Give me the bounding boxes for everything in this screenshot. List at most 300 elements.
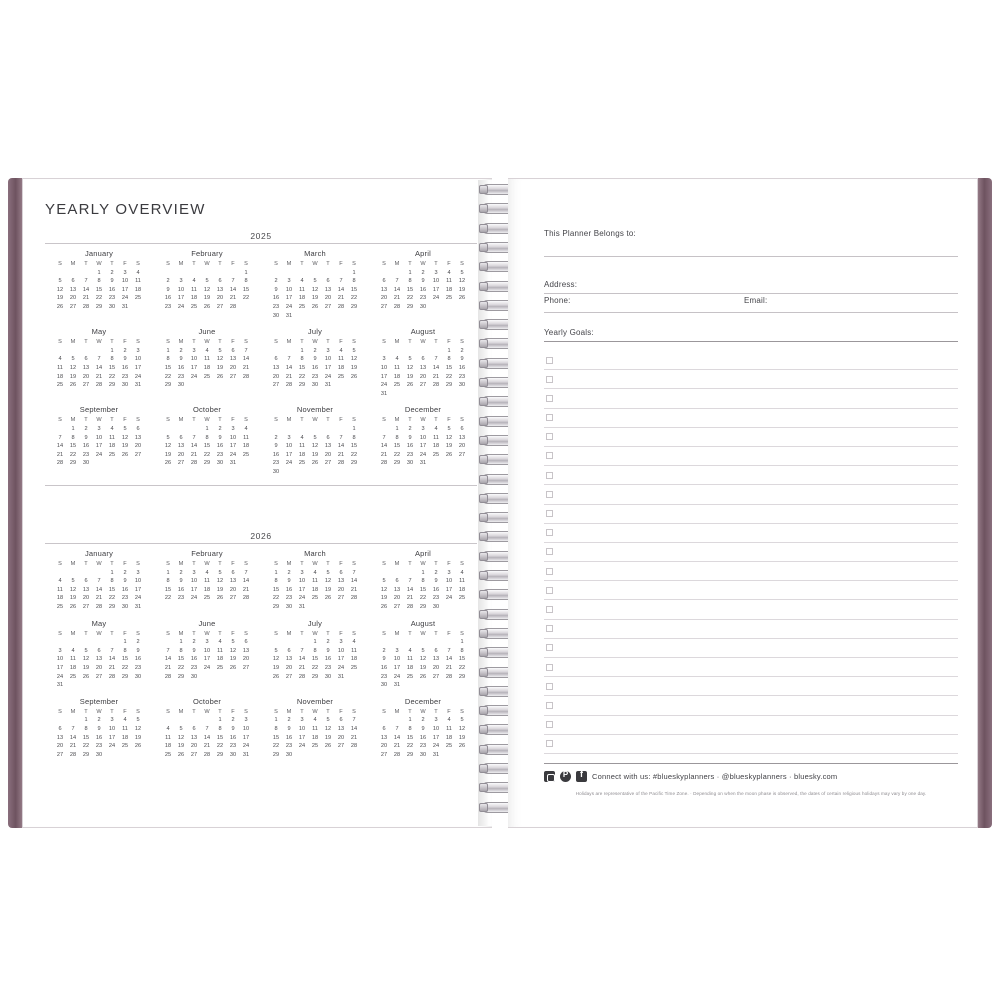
calendar-day[interactable]: 23: [324, 664, 332, 671]
calendar-day[interactable]: 16: [95, 734, 103, 741]
calendar-day[interactable]: 13: [337, 725, 345, 732]
calendar-day[interactable]: 11: [351, 647, 357, 654]
calendar-day[interactable]: 1: [421, 569, 425, 576]
calendar-day[interactable]: 22: [350, 451, 358, 458]
calendar-day[interactable]: 15: [272, 734, 280, 741]
goal-line[interactable]: [544, 524, 958, 543]
calendar-day[interactable]: 29: [82, 751, 90, 758]
calendar-day[interactable]: 4: [218, 639, 222, 646]
calendar-day[interactable]: 2: [287, 717, 291, 724]
calendar-day[interactable]: 6: [231, 347, 235, 354]
calendar-day[interactable]: 5: [382, 578, 386, 585]
calendar-day[interactable]: 15: [350, 443, 358, 450]
calendar-day[interactable]: 28: [432, 382, 440, 389]
calendar-day[interactable]: 18: [121, 734, 129, 741]
calendar-day[interactable]: 31: [56, 682, 64, 689]
calendar-day[interactable]: 3: [382, 356, 386, 363]
calendar-day[interactable]: 29: [164, 382, 172, 389]
calendar-day[interactable]: 10: [285, 443, 293, 450]
calendar-day[interactable]: 23: [419, 743, 427, 750]
calendar-day[interactable]: 16: [285, 734, 293, 741]
calendar-day[interactable]: 2: [460, 347, 464, 354]
calendar-day[interactable]: 24: [324, 373, 332, 380]
calendar-day[interactable]: 21: [406, 595, 414, 602]
calendar-day[interactable]: 31: [229, 460, 237, 467]
calendar-day[interactable]: 8: [110, 356, 114, 363]
calendar-day[interactable]: 5: [123, 425, 127, 432]
calendar-day[interactable]: 17: [134, 364, 142, 371]
calendar-day[interactable]: 3: [192, 569, 196, 576]
calendar-day[interactable]: 22: [108, 595, 116, 602]
calendar-day[interactable]: 19: [82, 664, 90, 671]
calendar-day[interactable]: 7: [205, 725, 209, 732]
calendar-day[interactable]: 22: [203, 451, 211, 458]
calendar-day[interactable]: 20: [380, 743, 388, 750]
calendar-day[interactable]: 15: [458, 656, 466, 663]
calendar-day[interactable]: 27: [324, 303, 332, 310]
calendar-day[interactable]: 19: [324, 586, 332, 593]
goal-line[interactable]: [544, 600, 958, 619]
calendar-day[interactable]: 4: [339, 347, 343, 354]
calendar-day[interactable]: 10: [432, 278, 440, 285]
calendar-day[interactable]: 17: [432, 734, 440, 741]
calendar-day[interactable]: 16: [82, 443, 90, 450]
calendar-day[interactable]: 22: [69, 451, 77, 458]
calendar-day[interactable]: 27: [134, 451, 142, 458]
calendar-day[interactable]: 14: [406, 586, 414, 593]
calendar-day[interactable]: 15: [69, 443, 77, 450]
calendar-day[interactable]: 4: [300, 278, 304, 285]
calendar-day[interactable]: 10: [419, 434, 427, 441]
calendar-day[interactable]: 29: [406, 303, 414, 310]
calendar-day[interactable]: 25: [69, 673, 77, 680]
calendar-day[interactable]: 20: [380, 295, 388, 302]
calendar-day[interactable]: 20: [458, 443, 466, 450]
calendar-day[interactable]: 5: [179, 725, 183, 732]
calendar-day[interactable]: 17: [298, 586, 306, 593]
calendar-day[interactable]: 22: [216, 743, 224, 750]
goal-checkbox[interactable]: [546, 510, 553, 517]
calendar-day[interactable]: 7: [110, 647, 114, 654]
calendar-day[interactable]: 14: [95, 586, 103, 593]
calendar-day[interactable]: 9: [421, 725, 425, 732]
calendar-day[interactable]: 18: [311, 586, 319, 593]
calendar-day[interactable]: 29: [419, 603, 427, 610]
calendar-day[interactable]: 11: [243, 434, 249, 441]
calendar-day[interactable]: 6: [460, 425, 464, 432]
calendar-day[interactable]: 27: [380, 303, 388, 310]
calendar-day[interactable]: 16: [458, 364, 466, 371]
calendar-day[interactable]: 5: [136, 717, 140, 724]
calendar-day[interactable]: 4: [205, 347, 209, 354]
calendar-day[interactable]: 15: [350, 286, 358, 293]
calendar-day[interactable]: 22: [311, 664, 319, 671]
calendar-day[interactable]: 19: [324, 734, 332, 741]
calendar-day[interactable]: 9: [218, 434, 222, 441]
calendar-day[interactable]: 10: [134, 356, 142, 363]
calendar-day[interactable]: 30: [272, 312, 280, 319]
calendar-day[interactable]: 12: [324, 578, 332, 585]
calendar-day[interactable]: 6: [97, 647, 101, 654]
calendar-day[interactable]: 30: [134, 673, 142, 680]
calendar-day[interactable]: 7: [395, 725, 399, 732]
calendar-day[interactable]: 1: [179, 639, 183, 646]
calendar-day[interactable]: 11: [70, 656, 76, 663]
calendar-day[interactable]: 21: [432, 373, 440, 380]
calendar-day[interactable]: 27: [393, 603, 401, 610]
calendar-day[interactable]: 31: [298, 603, 306, 610]
goal-checkbox[interactable]: [546, 644, 553, 651]
calendar-day[interactable]: 24: [337, 664, 345, 671]
calendar-day[interactable]: 27: [272, 382, 280, 389]
calendar-day[interactable]: 15: [203, 443, 211, 450]
calendar-day[interactable]: 23: [458, 373, 466, 380]
calendar-day[interactable]: 28: [242, 595, 250, 602]
calendar-day[interactable]: 12: [69, 586, 77, 593]
calendar-day[interactable]: 13: [95, 656, 103, 663]
calendar-day[interactable]: 18: [350, 656, 358, 663]
calendar-day[interactable]: 6: [339, 717, 343, 724]
calendar-day[interactable]: 7: [339, 278, 343, 285]
calendar-day[interactable]: 6: [136, 425, 140, 432]
calendar-day[interactable]: 19: [216, 364, 224, 371]
calendar-day[interactable]: 10: [242, 725, 250, 732]
calendar-day[interactable]: 18: [203, 364, 211, 371]
calendar-day[interactable]: 23: [406, 451, 414, 458]
calendar-day[interactable]: 4: [58, 578, 62, 585]
calendar-day[interactable]: 21: [95, 373, 103, 380]
owner-field[interactable]: [544, 229, 958, 257]
calendar-day[interactable]: 18: [69, 664, 77, 671]
calendar-day[interactable]: 4: [447, 717, 451, 724]
calendar-day[interactable]: 10: [298, 725, 306, 732]
calendar-day[interactable]: 8: [300, 356, 304, 363]
calendar-day[interactable]: 26: [324, 595, 332, 602]
calendar-day[interactable]: 27: [380, 751, 388, 758]
calendar-day[interactable]: 15: [406, 286, 414, 293]
calendar-day[interactable]: 8: [447, 356, 451, 363]
calendar-day[interactable]: 5: [313, 278, 317, 285]
calendar-day[interactable]: 20: [177, 451, 185, 458]
calendar-day[interactable]: 11: [122, 725, 128, 732]
calendar-day[interactable]: 3: [136, 347, 140, 354]
calendar-day[interactable]: 25: [121, 743, 129, 750]
calendar-day[interactable]: 27: [82, 382, 90, 389]
calendar-day[interactable]: 1: [166, 347, 170, 354]
goal-line[interactable]: [544, 447, 958, 466]
calendar-day[interactable]: 7: [231, 278, 235, 285]
calendar-day[interactable]: 19: [458, 734, 466, 741]
calendar-day[interactable]: 5: [71, 578, 75, 585]
calendar-day[interactable]: 15: [108, 586, 116, 593]
calendar-day[interactable]: 2: [110, 269, 114, 276]
calendar-day[interactable]: 28: [95, 603, 103, 610]
calendar-day[interactable]: 16: [432, 586, 440, 593]
calendar-day[interactable]: 24: [285, 460, 293, 467]
calendar-day[interactable]: 23: [95, 743, 103, 750]
calendar-day[interactable]: 21: [337, 295, 345, 302]
goal-checkbox[interactable]: [546, 625, 553, 632]
calendar-day[interactable]: 16: [380, 664, 388, 671]
calendar-day[interactable]: 11: [217, 647, 223, 654]
calendar-day[interactable]: 1: [408, 269, 412, 276]
calendar-day[interactable]: 7: [395, 278, 399, 285]
calendar-day[interactable]: 8: [274, 578, 278, 585]
calendar-day[interactable]: 17: [229, 443, 237, 450]
calendar-day[interactable]: 22: [121, 664, 129, 671]
calendar-day[interactable]: 26: [134, 743, 142, 750]
calendar-day[interactable]: 25: [298, 460, 306, 467]
calendar-day[interactable]: 16: [190, 656, 198, 663]
calendar-day[interactable]: 18: [190, 295, 198, 302]
calendar-day[interactable]: 30: [406, 460, 414, 467]
calendar-day[interactable]: 30: [419, 303, 427, 310]
calendar-day[interactable]: 19: [419, 664, 427, 671]
calendar-day[interactable]: 3: [339, 639, 343, 646]
calendar-day[interactable]: 29: [203, 460, 211, 467]
calendar-day[interactable]: 11: [459, 578, 465, 585]
calendar-day[interactable]: 9: [166, 286, 170, 293]
calendar-day[interactable]: 26: [406, 382, 414, 389]
calendar-day[interactable]: 29: [216, 751, 224, 758]
calendar-day[interactable]: 1: [352, 269, 356, 276]
calendar-day[interactable]: 10: [324, 356, 332, 363]
calendar-day[interactable]: 4: [313, 569, 317, 576]
calendar-day[interactable]: 17: [445, 586, 453, 593]
calendar-day[interactable]: 5: [218, 347, 222, 354]
calendar-day[interactable]: 22: [164, 595, 172, 602]
calendar-day[interactable]: 18: [298, 295, 306, 302]
calendar-day[interactable]: 17: [285, 295, 293, 302]
calendar-day[interactable]: 17: [419, 443, 427, 450]
calendar-day[interactable]: 3: [395, 647, 399, 654]
calendar-day[interactable]: 15: [177, 656, 185, 663]
calendar-day[interactable]: 2: [313, 347, 317, 354]
calendar-day[interactable]: 18: [458, 586, 466, 593]
calendar-day[interactable]: 4: [71, 647, 75, 654]
calendar-day[interactable]: 16: [216, 443, 224, 450]
calendar-day[interactable]: 30: [121, 382, 129, 389]
calendar-day[interactable]: 16: [324, 656, 332, 663]
calendar-day[interactable]: 27: [177, 460, 185, 467]
calendar-day[interactable]: 25: [298, 303, 306, 310]
goal-line[interactable]: [544, 620, 958, 639]
calendar-day[interactable]: 23: [285, 595, 293, 602]
calendar-day[interactable]: 26: [419, 673, 427, 680]
calendar-day[interactable]: 7: [408, 578, 412, 585]
calendar-day[interactable]: 5: [326, 569, 330, 576]
calendar-day[interactable]: 4: [58, 356, 62, 363]
calendar-day[interactable]: 28: [445, 673, 453, 680]
calendar-day[interactable]: 21: [95, 595, 103, 602]
calendar-day[interactable]: 27: [242, 664, 250, 671]
calendar-day[interactable]: 10: [229, 434, 237, 441]
calendar-day[interactable]: 1: [300, 347, 304, 354]
calendar-day[interactable]: 13: [190, 734, 198, 741]
calendar-day[interactable]: 13: [229, 578, 237, 585]
calendar-day[interactable]: 29: [69, 460, 77, 467]
calendar-day[interactable]: 27: [432, 673, 440, 680]
calendar-day[interactable]: 25: [432, 451, 440, 458]
calendar-day[interactable]: 2: [166, 278, 170, 285]
calendar-day[interactable]: 24: [56, 673, 64, 680]
calendar-day[interactable]: 12: [134, 725, 142, 732]
calendar-day[interactable]: 19: [203, 295, 211, 302]
calendar-day[interactable]: 16: [121, 364, 129, 371]
calendar-day[interactable]: 9: [434, 578, 438, 585]
calendar-day[interactable]: 3: [244, 717, 248, 724]
calendar-day[interactable]: 29: [393, 460, 401, 467]
calendar-day[interactable]: 28: [164, 673, 172, 680]
calendar-day[interactable]: 21: [350, 734, 358, 741]
calendar-day[interactable]: 25: [203, 595, 211, 602]
calendar-day[interactable]: 15: [406, 734, 414, 741]
calendar-day[interactable]: 10: [432, 725, 440, 732]
calendar-day[interactable]: 13: [285, 656, 293, 663]
calendar-day[interactable]: 3: [97, 425, 101, 432]
calendar-day[interactable]: 28: [203, 751, 211, 758]
calendar-day[interactable]: 31: [134, 382, 142, 389]
calendar-day[interactable]: 12: [350, 356, 358, 363]
calendar-day[interactable]: 7: [287, 356, 291, 363]
calendar-day[interactable]: 21: [203, 743, 211, 750]
calendar-day[interactable]: 3: [231, 425, 235, 432]
goal-checkbox[interactable]: [546, 529, 553, 536]
calendar-day[interactable]: 28: [393, 751, 401, 758]
calendar-day[interactable]: 6: [84, 356, 88, 363]
calendar-day[interactable]: 1: [71, 425, 75, 432]
calendar-day[interactable]: 22: [108, 373, 116, 380]
calendar-day[interactable]: 27: [216, 303, 224, 310]
calendar-day[interactable]: 24: [393, 673, 401, 680]
goal-checkbox[interactable]: [546, 587, 553, 594]
calendar-day[interactable]: 3: [300, 569, 304, 576]
goal-line[interactable]: [544, 696, 958, 715]
calendar-day[interactable]: 5: [218, 569, 222, 576]
calendar-day[interactable]: 31: [242, 751, 250, 758]
calendar-day[interactable]: 24: [298, 595, 306, 602]
calendar-day[interactable]: 21: [337, 451, 345, 458]
calendar-day[interactable]: 20: [419, 373, 427, 380]
goal-checkbox[interactable]: [546, 702, 553, 709]
calendar-day[interactable]: 24: [190, 595, 198, 602]
calendar-day[interactable]: 24: [298, 743, 306, 750]
calendar-day[interactable]: 18: [134, 286, 142, 293]
calendar-day[interactable]: 23: [177, 373, 185, 380]
goal-checkbox[interactable]: [546, 376, 553, 383]
calendar-day[interactable]: 2: [434, 569, 438, 576]
calendar-day[interactable]: 9: [421, 278, 425, 285]
calendar-day[interactable]: 9: [179, 578, 183, 585]
calendar-day[interactable]: 10: [190, 578, 198, 585]
calendar-day[interactable]: 7: [352, 717, 356, 724]
calendar-day[interactable]: 14: [298, 656, 306, 663]
phone-email-row[interactable]: [544, 296, 958, 305]
calendar-day[interactable]: 30: [380, 682, 388, 689]
calendar-day[interactable]: 15: [311, 656, 319, 663]
calendar-day[interactable]: 13: [337, 578, 345, 585]
calendar-day[interactable]: 12: [311, 443, 319, 450]
calendar-day[interactable]: 24: [445, 595, 453, 602]
calendar-day[interactable]: 26: [164, 460, 172, 467]
calendar-day[interactable]: 1: [166, 569, 170, 576]
calendar-day[interactable]: 24: [121, 295, 129, 302]
calendar-day[interactable]: 9: [408, 434, 412, 441]
calendar-day[interactable]: 23: [419, 295, 427, 302]
calendar-day[interactable]: 14: [190, 443, 198, 450]
calendar-day[interactable]: 9: [382, 656, 386, 663]
calendar-day[interactable]: 7: [244, 347, 248, 354]
calendar-day[interactable]: 13: [380, 286, 388, 293]
calendar-day[interactable]: 2: [421, 269, 425, 276]
calendar-day[interactable]: 25: [216, 664, 224, 671]
goal-checkbox[interactable]: [546, 433, 553, 440]
calendar-day[interactable]: 7: [84, 278, 88, 285]
calendar-day[interactable]: 5: [84, 647, 88, 654]
calendar-day[interactable]: 14: [203, 734, 211, 741]
calendar-day[interactable]: 15: [216, 734, 224, 741]
calendar-day[interactable]: 9: [274, 443, 278, 450]
calendar-day[interactable]: 26: [350, 373, 358, 380]
calendar-day[interactable]: 17: [432, 286, 440, 293]
calendar-day[interactable]: 24: [229, 451, 237, 458]
calendar-day[interactable]: 9: [136, 647, 140, 654]
calendar-day[interactable]: 24: [177, 303, 185, 310]
calendar-day[interactable]: 5: [274, 647, 278, 654]
calendar-day[interactable]: 24: [242, 743, 250, 750]
calendar-day[interactable]: 14: [56, 443, 64, 450]
calendar-day[interactable]: 30: [177, 382, 185, 389]
calendar-day[interactable]: 19: [311, 295, 319, 302]
calendar-day[interactable]: 23: [432, 595, 440, 602]
calendar-day[interactable]: 8: [71, 434, 75, 441]
calendar-day[interactable]: 29: [272, 751, 280, 758]
goal-checkbox[interactable]: [546, 357, 553, 364]
calendar-day[interactable]: 11: [338, 356, 344, 363]
calendar-day[interactable]: 25: [337, 373, 345, 380]
calendar-day[interactable]: 20: [134, 443, 142, 450]
calendar-day[interactable]: 2: [326, 639, 330, 646]
calendar-day[interactable]: 2: [179, 569, 183, 576]
calendar-day[interactable]: 21: [164, 664, 172, 671]
calendar-day[interactable]: 4: [447, 269, 451, 276]
calendar-day[interactable]: 21: [82, 295, 90, 302]
calendar-day[interactable]: 21: [56, 451, 64, 458]
calendar-day[interactable]: 14: [242, 356, 250, 363]
calendar-day[interactable]: 20: [324, 451, 332, 458]
calendar-day[interactable]: 17: [203, 656, 211, 663]
calendar-day[interactable]: 12: [69, 364, 77, 371]
calendar-day[interactable]: 21: [350, 586, 358, 593]
calendar-day[interactable]: 12: [216, 356, 224, 363]
calendar-day[interactable]: 15: [95, 286, 103, 293]
calendar-day[interactable]: 6: [434, 647, 438, 654]
calendar-day[interactable]: 24: [95, 451, 103, 458]
calendar-day[interactable]: 31: [134, 603, 142, 610]
goal-checkbox[interactable]: [546, 568, 553, 575]
calendar-day[interactable]: 13: [82, 364, 90, 371]
calendar-day[interactable]: 12: [229, 647, 237, 654]
calendar-day[interactable]: 5: [326, 717, 330, 724]
calendar-day[interactable]: 26: [458, 743, 466, 750]
calendar-day[interactable]: 2: [421, 717, 425, 724]
calendar-day[interactable]: 28: [337, 460, 345, 467]
goal-checkbox[interactable]: [546, 452, 553, 459]
calendar-day[interactable]: 8: [274, 725, 278, 732]
calendar-day[interactable]: 6: [218, 278, 222, 285]
owner-input-rule[interactable]: [544, 256, 958, 257]
calendar-day[interactable]: 16: [164, 295, 172, 302]
